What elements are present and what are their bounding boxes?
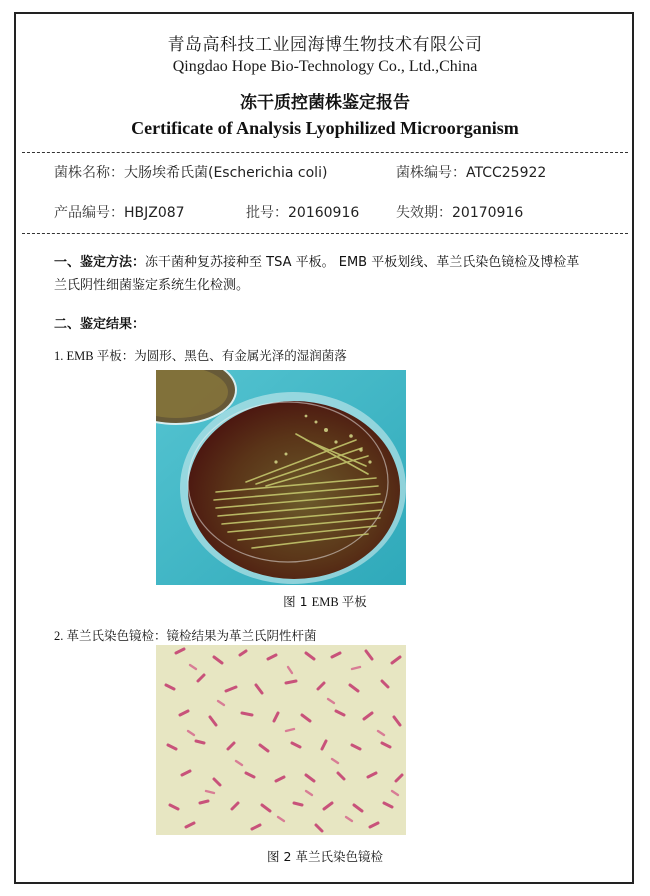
- batch-value: 20160916: [288, 205, 360, 221]
- method-section: [54, 251, 594, 297]
- results-title: 二、鉴定结果：: [54, 317, 146, 332]
- figure-1-number: 图 1: [283, 594, 308, 609]
- strain-name-row: [54, 162, 327, 182]
- result-item-2-text: 革兰氏染色镜检：镜检结果为革兰氏阴性杆菌: [66, 628, 317, 643]
- strain-name-label: 菌株名称：: [54, 165, 124, 181]
- gram-stain-photo: [156, 645, 406, 835]
- result-item-1: [54, 346, 347, 364]
- strain-no-value: ATCC25922: [466, 165, 547, 181]
- strain-name-value: 大肠埃希氏菌(Escherichia coli): [124, 165, 328, 181]
- emb-plate-photo: [156, 370, 406, 585]
- divider-top: [22, 152, 628, 153]
- figure-2-number: 图 2: [267, 849, 292, 864]
- report-title-cn: 冻干质控菌株鉴定报告: [240, 93, 410, 113]
- product-no-row: [54, 202, 185, 222]
- company-name-en: Qingdao Hope Bio-Technology Co., Ltd.,China: [172, 58, 478, 75]
- batch-row: [246, 202, 359, 222]
- method-line-2: 兰氏阴性细菌鉴定系统生化检测。: [54, 278, 250, 293]
- company-name-cn: 青岛高科技工业园海博生物技术有限公司: [167, 35, 483, 55]
- result-item-1-number: 1. EMB 平板：: [54, 349, 135, 363]
- batch-label: 批号：: [246, 205, 288, 221]
- figure-2-title: 革兰氏染色镜检: [295, 849, 383, 864]
- result-item-2-number: 2.: [54, 629, 67, 643]
- method-title: 一、鉴定方法：: [54, 255, 146, 270]
- figure-1-title: EMB 平板: [311, 595, 367, 609]
- product-no-value: HBJZ087: [124, 205, 185, 221]
- strain-no-label: 菌株编号：: [396, 165, 466, 181]
- method-line-1: 冻干菌种复苏接种至 TSA 平板。 EMB 平板划线、革兰氏染色镜检及博检革: [145, 255, 580, 270]
- strain-no-row: [396, 162, 546, 182]
- expiry-value: 20170916: [452, 205, 524, 221]
- product-no-label: 产品编号：: [54, 205, 124, 221]
- divider-bottom: [22, 233, 628, 234]
- gram-stain-image: [156, 645, 406, 835]
- figure-2-caption: [0, 847, 650, 865]
- result-item-1-text: 为圆形、黑色、有金属光泽的湿润菌落: [134, 348, 347, 363]
- expiry-label: 失效期：: [396, 205, 452, 221]
- emb-plate-image: [156, 370, 406, 585]
- result-item-2: [54, 626, 317, 644]
- figure-1-caption: [0, 592, 650, 610]
- expiry-row: [396, 202, 523, 222]
- report-title-en: Certificate of Analysis Lyophilized Microorganism: [131, 118, 519, 138]
